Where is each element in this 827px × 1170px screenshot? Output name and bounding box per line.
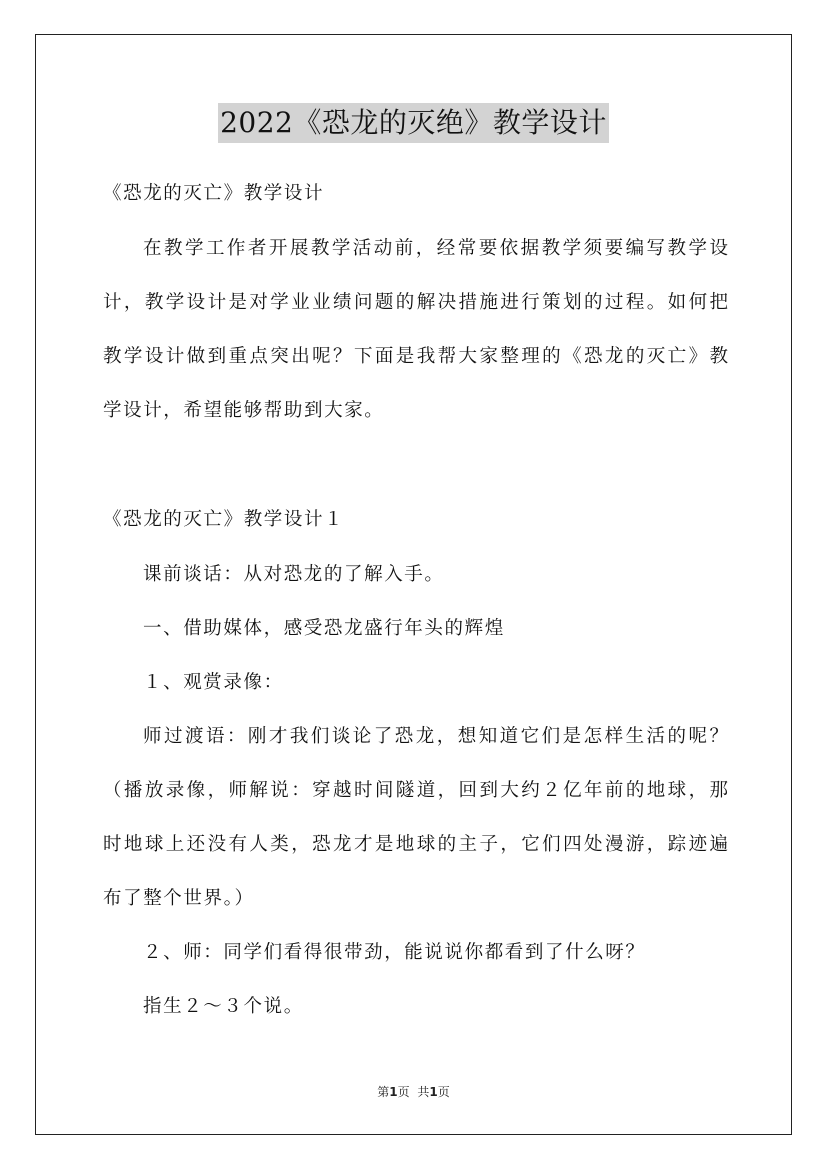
body-line: 指生２～３个说。 [143, 996, 304, 1017]
body-line: 布了整个世界。） [103, 888, 255, 909]
page-prefix: 第 [377, 1085, 390, 1099]
body-line: （播放录像，师解说：穿越时间隧道，回到大约２亿年前的地球，那 [103, 780, 728, 801]
intro-paragraph-line: 在教学工作者开展教学活动前，经常要依据教学须要编写教学设 [143, 238, 728, 259]
body-line: 师过渡语：刚才我们谈论了恐龙，想知道它们是怎样生活的呢？ [143, 726, 728, 747]
body-line: ２、师：同学们看得很带劲，能说说你都看到了什么呀？ [143, 942, 646, 963]
intro-paragraph-line: 学设计，希望能够帮助到大家。 [103, 400, 385, 421]
title-container [0, 103, 827, 143]
total-prefix: 共 [417, 1085, 430, 1099]
body-line: 一、借助媒体，感受恐龙盛行年头的辉煌 [143, 618, 505, 639]
subsection-heading: 《恐龙的灭亡》教学设计１ [103, 509, 345, 530]
body-line: 时地球上还没有人类，恐龙才是地球的主子，它们四处漫游，踪迹遍 [103, 834, 728, 855]
total-suffix: 页 [437, 1085, 450, 1099]
total-pages: 1 [429, 1085, 438, 1099]
body-line: １、观赏录像： [143, 672, 284, 693]
intro-paragraph-line: 教学设计做到重点突出呢？下面是我帮大家整理的《恐龙的灭亡》教 [103, 346, 728, 367]
page-footer [0, 1084, 827, 1100]
document-title: 2022《恐龙的灭绝》教学设计 [218, 103, 609, 143]
page-number: 1 [389, 1085, 398, 1099]
body-line: 课前谈话：从对恐龙的了解入手。 [143, 564, 445, 585]
section-heading: 《恐龙的灭亡》教学设计 [103, 183, 325, 204]
intro-paragraph-line: 计，教学设计是对学业业绩问题的解决措施进行策划的过程。如何把 [103, 292, 728, 313]
page-suffix: 页 [397, 1085, 410, 1099]
